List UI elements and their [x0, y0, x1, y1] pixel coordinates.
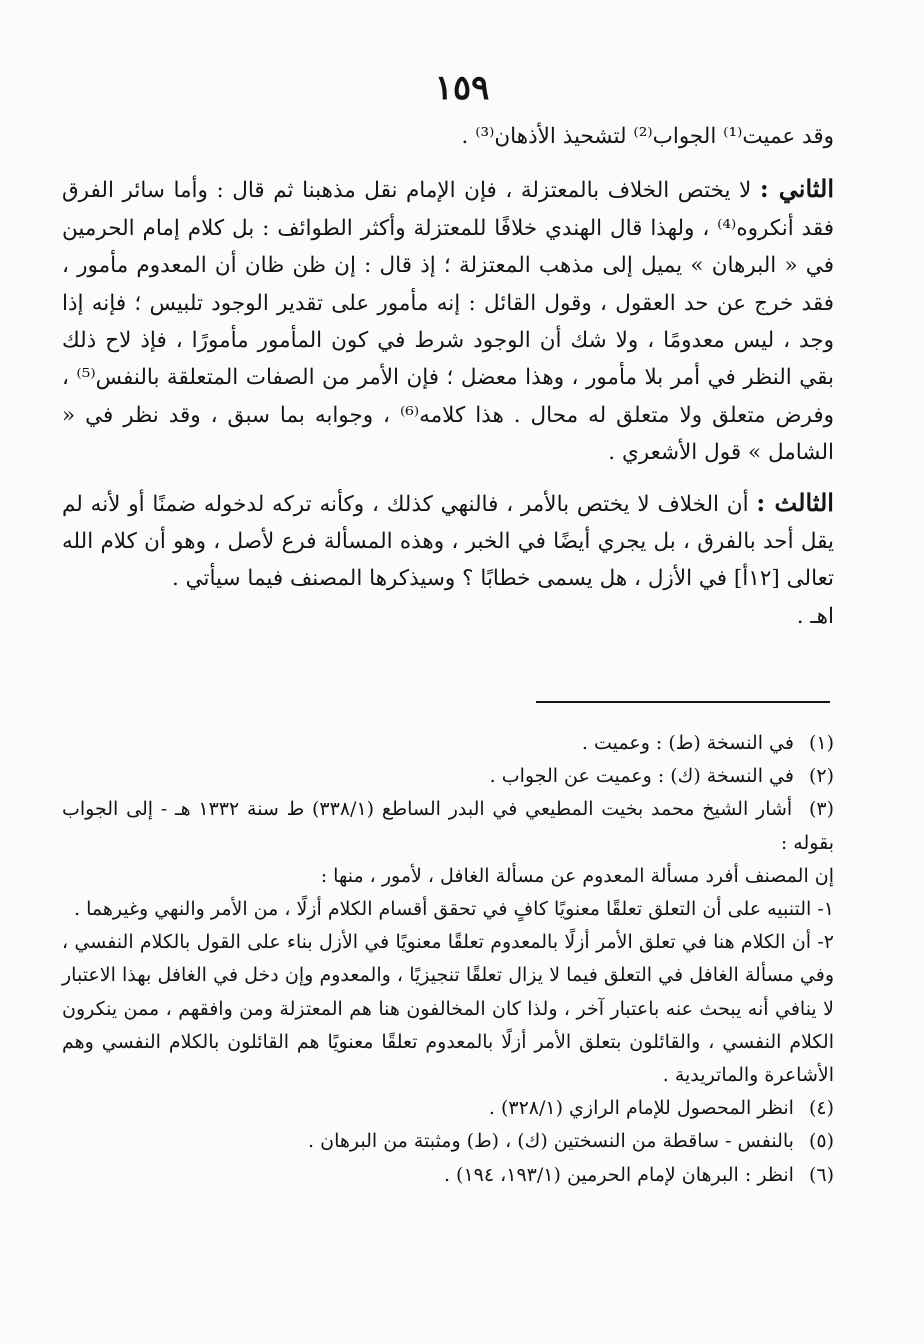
paragraph-second	[62, 170, 834, 471]
footnotes	[62, 727, 834, 1192]
footnote-3	[62, 793, 834, 859]
paragraph-second-text: لا يختص الخلاف بالمعتزلة ، فإن الإمام نقل مذهبنا ثم قال : وأما سائر الفرق فقد أنكروه⁽⁴⁾ ، ولهذا قال الهندي خلافًا للمعتزلة وأكثر الطوائف : بل كلام إمام الحرمين في « البرهان » يميل إلى مذهب المعتزلة ؛ إذ قال : إن ظن ظان أن المعدوم مأمور ، فقد خرج عن حد العقول ، وقول القائل : إنه مأمور على تقدير الوجود تلبيس ؛ فإنه إذا وجد ، ليس معدومًا ، ولا شك أن الوجود شرط في كون المأمور مأمورًا ، فإذ لاح ذلك بقي النظر في أمر بلا مأمور ، وهذا معضل ؛ فإن الأمر من الصفات المتعلقة بالنفس⁽⁵⁾ ، وفرض متعلق ولا متعلق له محال . هذا كلامه⁽⁶⁾ ، وجوابه بما سبق ، وقد نظر في « الشامل » قول الأشعري .	[62, 178, 834, 466]
footnote-number: (٣)	[808, 798, 834, 821]
footnote-number: (٥)	[808, 1130, 834, 1153]
footnote-text: انظر : البرهان لإمام الحرمين (١٩٣/١، ١٩٤) .	[443, 1163, 794, 1186]
footnote-number: (١)	[808, 732, 834, 754]
footnote-separator	[536, 701, 830, 703]
footnote-number: (٦)	[808, 1163, 834, 1186]
paragraph-intro: وقد عميت⁽¹⁾ الجواب⁽²⁾ لتشحيذ الأذهان⁽³⁾ .	[461, 124, 834, 149]
footnote-3-line: إن المصنف أفرد مسألة المعدوم عن مسألة الغافل ، لأمور ، منها :	[320, 864, 834, 887]
footnote-number: (٤)	[808, 1097, 834, 1120]
footnote-text: في النسخة (ك) : وعميت عن الجواب .	[489, 765, 794, 788]
heading-third: الثالث :	[756, 487, 834, 517]
footnote-number: (٢)	[808, 765, 834, 788]
footnote-text: أشار الشيخ محمد بخيت المطيعي في البدر الساطع (٣٣٨/١) ط سنة ١٣٣٢ هـ - إلى الجواب بقوله :	[62, 798, 834, 854]
paragraph-third-text: أن الخلاف لا يختص بالأمر ، فالنهي كذلك ، وكأنه تركه لدخوله ضمنًا أو لأنه لم يقل أحد بالفرق ، بل يجري أيضًا في الخبر ، وهذه المسألة فرع لأصل ، وهو أن كلام الله تعالى [١٢أ] في الأزل ، هل يسمى خطابًا ؟ وسيذكرها المصنف فيما سيأتي .	[62, 491, 834, 592]
heading-second: الثاني :	[759, 174, 834, 204]
footnote-6	[62, 1159, 834, 1192]
footnote-text: في النسخة (ط) : وعميت .	[581, 732, 794, 754]
footnote-2	[62, 760, 834, 793]
footnote-text: بالنفس - ساقطة من النسختين (ك) ، (ط) ومثبتة من البرهان .	[308, 1130, 794, 1153]
footnote-3-item-1: ١- التنبيه على أن التعلق تعلقًا معنويًا كافٍ في تحقق أقسام الكلام أزلًا ، من الأمر والنهي وغيرهما .	[73, 898, 834, 921]
paragraph-third	[62, 484, 834, 598]
page-number: ١٥٩	[434, 68, 490, 108]
footnote-4	[62, 1092, 834, 1125]
footnote-text: انظر المحصول للإمام الرازي (٣٢٨/١) .	[488, 1097, 794, 1120]
footnote-3-item-2: ٢- أن الكلام هنا في تعلق الأمر أزلًا بالمعدوم تعلقًا معنويًا في الأزل بناء على القول بالكلام النفسي ، وفي مسألة الغافل في التعلق فيما لا يزال تعلقًا تنجيزيًا ، والمعدوم وإن دخل في الغافل بهذا الاعتبار لا ينافي أنه يبحث عنه باعتبار آخر ، ولذا كان المخالفون هنا هم المعتزلة ومن وافقهم ، ممن ينكرون الكلام النفسي ، والقائلون بتعلق الأمر أزلًا بالمعدوم تعلقًا معنويًا هم القائلون بالكلام النفسي وهم الأشاعرة والماتريدية .	[62, 931, 834, 1087]
footnote-1	[62, 727, 834, 760]
main-text	[62, 118, 834, 635]
footnote-5	[62, 1125, 834, 1158]
paragraph-closing: اهـ .	[796, 603, 834, 629]
